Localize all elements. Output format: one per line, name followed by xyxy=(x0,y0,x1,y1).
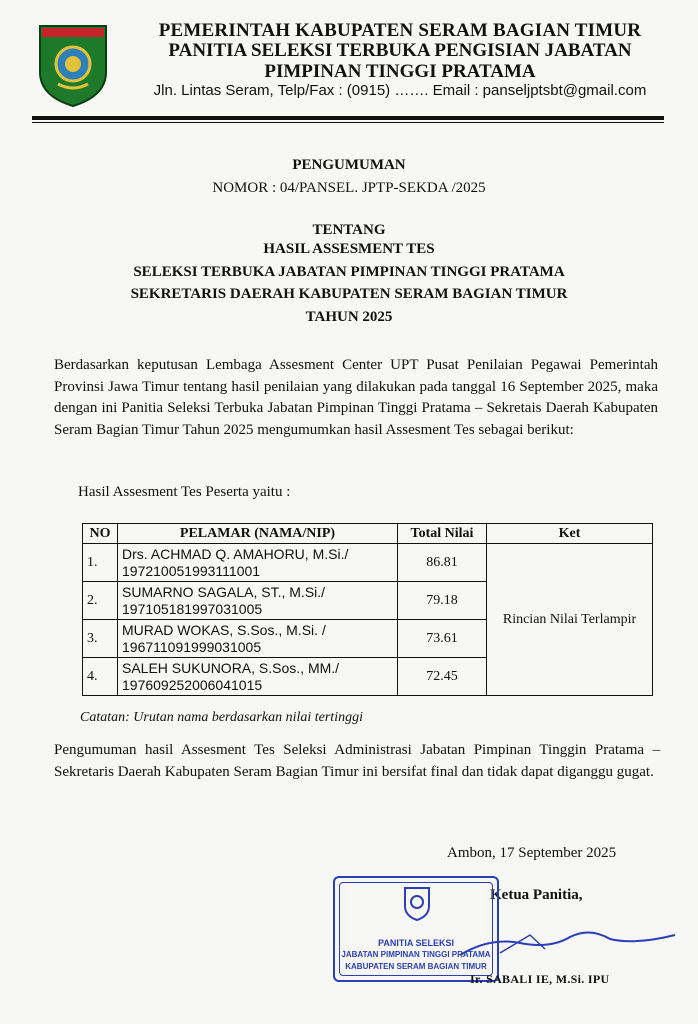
announcement-number: NOMOR : 04/PANSEL. JPTP-SEKDA /2025 xyxy=(212,180,486,196)
header-address: Jln. Lintas Seram, Telp/Fax : (0915) ……. Email : panseljptsbt@gmail.com xyxy=(153,82,647,99)
header-no: NO xyxy=(83,524,118,544)
closing-paragraph: Pengumuman hasil Assesment Tes Seleksi Administrasi Jabatan Pimpinan Tinggin Pratama – Sekretaris Daerah Kabupaten Seram Bagian Timur ini bersifat final dan tidak dapat diganggu gugat. xyxy=(54,742,660,780)
header-total: Total Nilai xyxy=(398,524,487,544)
header-line-3: PIMPINAN TINGGI PRATAMA xyxy=(264,61,536,82)
header-divider-thin xyxy=(32,122,664,123)
header-divider xyxy=(32,116,664,120)
header-ket: Ket xyxy=(487,524,653,544)
row-number: 2. xyxy=(83,582,118,620)
row-number: 1. xyxy=(83,544,118,582)
applicant-name: MURAD WOKAS, S.Sos., M.Si. / xyxy=(122,621,326,638)
total-score: 72.45 xyxy=(398,658,487,696)
tentang-label: TENTANG xyxy=(312,222,386,238)
table-header-row xyxy=(83,524,653,544)
applicant-nip: 197105181997031005 xyxy=(122,600,263,617)
applicant-name: Drs. ACHMAD Q. AMAHORU, M.Si./ xyxy=(122,545,349,562)
header-line-1: PEMERINTAH KABUPATEN SERAM BAGIAN TIMUR xyxy=(158,20,642,41)
applicant-nip: 196711091999031005 xyxy=(122,638,262,655)
total-score: 79.18 xyxy=(398,582,487,620)
table-note: Catatan: Urutan nama berdasarkan nilai tertinggi xyxy=(80,710,363,725)
ket-cell: Rincian Nilai Terlampir xyxy=(487,544,653,696)
header-line-2: PANITIA SELEKSI TERBUKA PENGISIAN JABATAN xyxy=(168,40,632,61)
row-number: 3. xyxy=(83,620,118,658)
table-intro: Hasil Assesment Tes Peserta yaitu : xyxy=(78,484,291,500)
place-date: Ambon, 17 September 2025 xyxy=(447,845,617,861)
subject-line-1: HASIL ASSESMENT TES xyxy=(263,241,435,257)
applicant-cell xyxy=(118,544,398,582)
stamp-line-1: PANITIA SELEKSI xyxy=(377,938,454,948)
stamp-line-3: KABUPATEN SERAM BAGIAN TIMUR xyxy=(345,962,487,971)
applicant-cell xyxy=(118,658,398,696)
stamp-emblem-icon xyxy=(403,886,431,922)
signer-name: Ir. SABALI IE, M.Si. IPU xyxy=(470,972,610,986)
subject-line-3: SEKRETARIS DAERAH KABUPATEN SERAM BAGIAN TIMUR xyxy=(130,286,568,302)
table-row xyxy=(83,544,653,582)
applicant-nip: 197609252006041015 xyxy=(122,676,263,693)
total-score: 86.81 xyxy=(398,544,487,582)
regency-logo xyxy=(36,22,110,108)
applicant-cell xyxy=(118,620,398,658)
applicant-name: SALEH SUKUNORA, S.Sos., MM./ xyxy=(122,659,340,676)
announcement-heading: PENGUMUMAN xyxy=(292,157,406,173)
subject-year: TAHUN 2025 xyxy=(305,309,393,325)
total-score: 73.61 xyxy=(398,620,487,658)
stamp-line-2: JABATAN PIMPINAN TINGGI PRATAMA xyxy=(341,950,491,959)
opening-paragraph: Berdasarkan keputusan Lembaga Assesment Center UPT Pusat Penilaian Pegawai Pemerintah Provinsi Jawa Timur tentang hasil penilaian yang dilakukan pada tanggal 16 September 2025, maka dengan ini Panitia Seleksi Terbuka Jabatan Pimpinan Tinggi Pratama – Sekretais Daerah Kabupaten Seram Bagian Timur Tahun 2025 mengumumkan hasil Assesment Tes sebagai berikut: xyxy=(54,357,658,438)
subject-line-2: SELEKSI TERBUKA JABATAN PIMPINAN TINGGI PRATAMA xyxy=(133,264,565,280)
row-number: 4. xyxy=(83,658,118,696)
applicant-cell xyxy=(118,582,398,620)
signer-role: Ketua Panitia, xyxy=(490,887,583,903)
handwritten-signature xyxy=(460,915,680,965)
applicant-name: SUMARNO SAGALA, ST., M.Si./ xyxy=(122,583,326,600)
header-name: PELAMAR (NAMA/NIP) xyxy=(118,524,398,544)
applicant-nip: 197210051993111001 xyxy=(122,562,261,579)
results-table xyxy=(82,523,653,696)
